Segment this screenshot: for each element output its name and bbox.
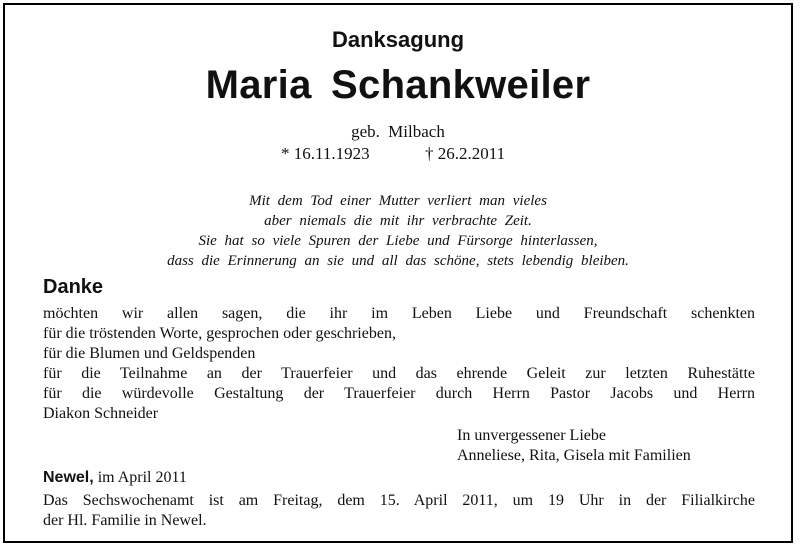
poem-line: Mit dem Tod einer Mutter verliert man vieles <box>249 193 547 209</box>
thanks-line: für die tröstenden Worte, gesprochen oder geschrieben, <box>43 325 396 342</box>
poem-line: aber niemals die mit ihr verbrachte Zeit. <box>264 213 532 229</box>
signature-line: In unvergessener Liebe <box>457 427 606 444</box>
thanks-line: für die Teilnahme an der Trauerfeier und das ehrende Geleit zur letzten Ruhestätte <box>43 365 755 382</box>
birth-date: * 16.11.1923 <box>281 144 370 163</box>
thanks-line: für die Blumen und Geldspenden <box>43 345 256 362</box>
deceased-name: Maria Schankweiler <box>205 63 591 107</box>
obituary-notice <box>3 3 793 543</box>
thanks-line: für die würdevolle Gestaltung der Trauerfeier durch Herrn Pastor Jacobs und Herrn <box>43 385 755 402</box>
notice-kicker: Danksagung <box>331 27 465 52</box>
death-date: † 26.2.2011 <box>425 144 506 163</box>
poem-line: dass die Erinnerung an sie und all das schöne, stets lebendig bleiben. <box>167 253 629 269</box>
maiden-name: geb. Milbach <box>351 122 445 141</box>
place-city: Newel, <box>43 469 94 486</box>
place-date-text: im April 2011 <box>93 469 187 486</box>
thanks-line: möchten wir allen sagen, die ihr im Leben Liebe und Freundschaft schenkten <box>43 305 755 322</box>
thanks-heading: Danke <box>43 276 104 298</box>
signature-names: Anneliese, Rita, Gisela mit Familien <box>457 447 691 464</box>
mass-note-line: Das Sechswochenamt ist am Freitag, dem 15. April 2011, um 19 Uhr in der Filialkirche <box>43 492 755 509</box>
place-date <box>43 469 187 487</box>
poem-line: Sie hat so viele Spuren der Liebe und Fürsorge hinterlassen, <box>198 233 598 249</box>
mass-note-line: der Hl. Familie in Newel. <box>43 512 207 529</box>
thanks-line: Diakon Schneider <box>43 405 159 422</box>
